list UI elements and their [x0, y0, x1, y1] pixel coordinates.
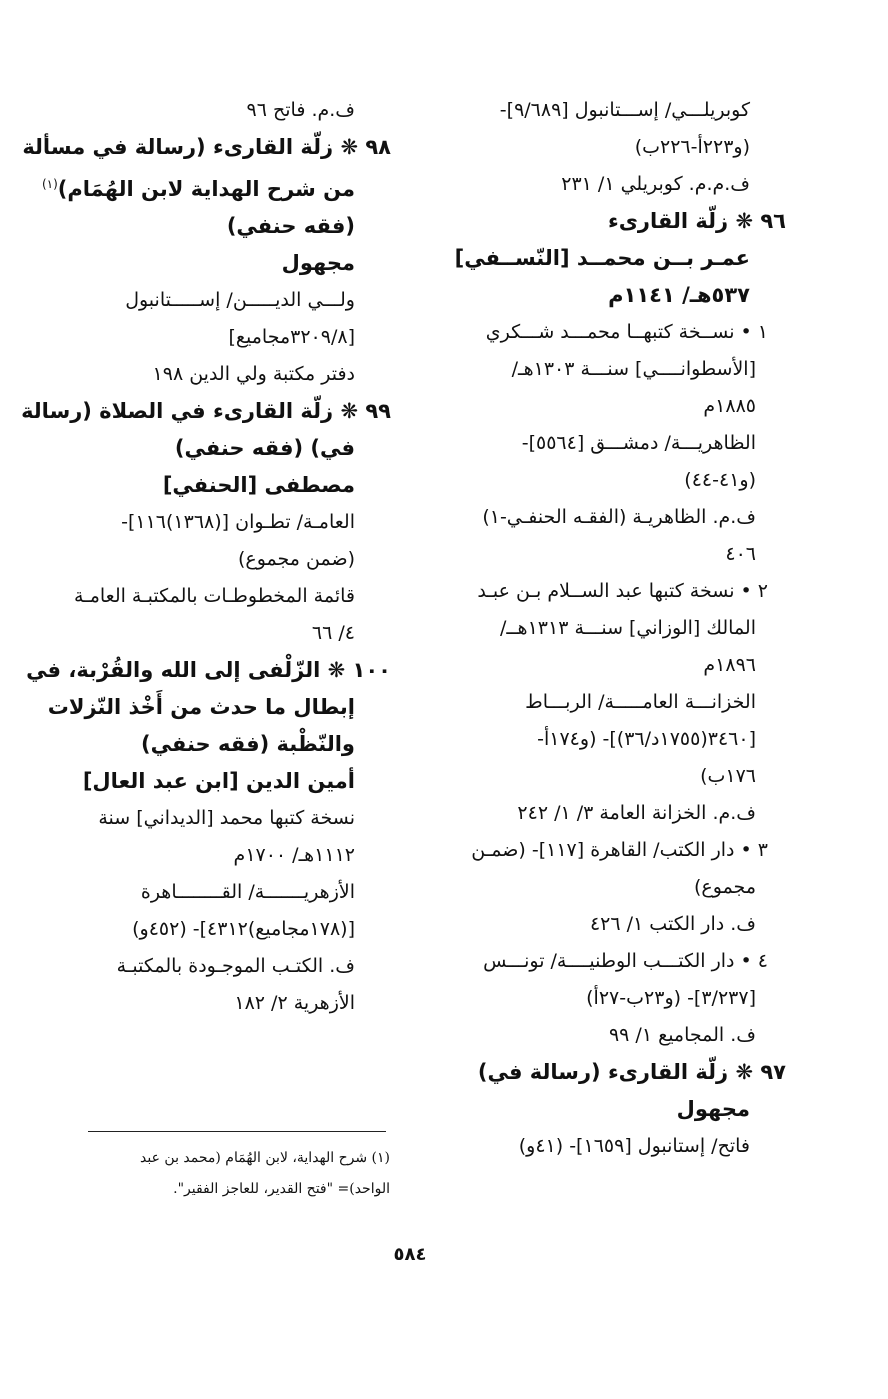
entry-98-title-cont [41, 166, 391, 208]
manuscript-line: العامـة/ تطـوان [(١٣٦٨)١١٦]- [121, 511, 355, 533]
entry-98-subject: (فقه حنفي) [226, 214, 355, 238]
entry-100-title-cont: والنّظْبة (فقه حنفي) [141, 732, 355, 756]
manuscript-line: ٣ • دار الكتب/ القاهرة [١١٧]- (ضمـن [471, 839, 768, 861]
text-line: (و٢٢٣أ-٢٢٦ب) [634, 136, 750, 158]
manuscript-line: المالك [الوزاني] سنـــة ١٣١٣هــ/ [500, 617, 756, 639]
entry-97-author: مجهول [676, 1097, 750, 1121]
manuscript-line: ١٨٩٦م [703, 654, 756, 676]
manuscript-line: مجموع) [694, 876, 756, 898]
entry-100-author: أمين الدين [ابن عبد العال] [82, 769, 355, 793]
entry-99-author: مصطفى [الحنفي] [162, 473, 355, 497]
footnote-line: (١) شرح الهداية، لابن الهُمَام (محمد بن عبد [140, 1150, 390, 1166]
manuscript-line: ١٨٨٥م [703, 395, 756, 417]
footnote-line: الواحد)= "فتح القدير، للعاجز الفقير". [173, 1181, 390, 1197]
text-line: ف.م.م. كوبريلي ١/ ٢٣١ [561, 173, 750, 195]
manuscript-line: ٤/ ٦٦ [311, 622, 355, 644]
entry-96-title: ٩٦ ❋ زلّة القارىء [607, 209, 786, 233]
manuscript-line: ف. دار الكتب ١/ ٤٢٦ [589, 913, 756, 935]
manuscript-line: ١٧٦ب) [700, 765, 756, 787]
manuscript-line: ٢ • نسخة كتبها عبد الســلام بـن عبـد [477, 580, 768, 602]
entry-100-title: ١٠٠ ❋ الزّلْفى إلى الله والقُرْبة، في [26, 658, 391, 682]
entry-99-title: ٩٩ ❋ زلّة القارىء في الصلاة (رسالة [21, 399, 391, 423]
manuscript-line: ولـــي الديـــــن/ إســـــتانبول [125, 289, 355, 311]
manuscript-line: الأزهرية ٢/ ١٨٢ [234, 992, 355, 1014]
manuscript-line: (و٤١-٤٤) [684, 469, 756, 491]
manuscript-line: نسخة كتبها محمد [الديداني] سنة [98, 807, 355, 829]
manuscript-line: [٣/٢٣٧]- (و٢٣ب-٢٧أ) [586, 987, 756, 1009]
manuscript-line: [(١٧٨مجاميع)٤٣١٢]- (٤٥٢و) [132, 918, 355, 940]
manuscript-line: [٣٤٦٠(١٧٥٥د/٣٦)]- (و١٧٤أ- [537, 728, 756, 750]
right-column [436, 92, 786, 1165]
manuscript-line: ف. المجاميع ١/ ٩٩ [608, 1024, 756, 1046]
manuscript-line: الظاهريـــة/ دمشـــق [٥٥٦٤]- [521, 432, 756, 454]
entry-96-author-date: ٥٣٧هـ/ ١١٤١م [608, 283, 750, 307]
manuscript-line: ١١١٢هـ/ ١٧٠٠م [233, 844, 355, 866]
manuscript-line: الخزانـــة العامـــــة/ الربـــاط [525, 691, 756, 713]
footnote [40, 1143, 390, 1205]
entry-97-title: ٩٧ ❋ زلّة القارىء (رسالة في) [477, 1060, 786, 1084]
entry-98-title: ٩٨ ❋ زلّة القارىء (رسالة في مسألة [22, 135, 391, 159]
manuscript-line: فاتح/ إستانبول [١٦٥٩]- (٤١و) [518, 1135, 750, 1157]
manuscript-line: ٤٠٦ [725, 543, 756, 565]
entry-98-title-text: من شرح الهداية لابن الهُمَام) [57, 177, 355, 201]
text-line: كوبريلـــي/ إســـتانبول [٩/٦٨٩]- [499, 99, 750, 121]
manuscript-line: ٤ • دار الكتـــب الوطنيــــة/ تونـــس [483, 950, 768, 972]
manuscript-line: ١ • نســخة كتبهــا محمـــد شـــكري [485, 321, 768, 343]
manuscript-line: دفتر مكتبة ولي الدين ١٩٨ [152, 363, 355, 385]
footnote-marker: (١) [41, 177, 58, 191]
entry-99-title-cont: في) (فقه حنفي) [174, 436, 355, 460]
left-column [21, 92, 391, 1022]
manuscript-line: [الأسطوانــــي] سنـــة ١٣٠٣هـ/ [511, 358, 756, 380]
manuscript-line: ف.م. الخزانة العامة ٣/ ١/ ٢٤٢ [517, 802, 756, 824]
manuscript-line: الأزهريـــــــة/ القــــــــاهرة [140, 881, 355, 903]
text-line: ف.م. فاتح ٩٦ [246, 99, 355, 121]
manuscript-line: قائمة المخطوطـات بالمكتبـة العامـة [73, 585, 355, 607]
manuscript-line: [٣٢٠٩/٨مجاميع] [228, 326, 355, 348]
manuscript-line: ف. الكتـب الموجـودة بالمكتبـة [116, 955, 355, 977]
manuscript-line: (ضمن مجموع) [237, 548, 355, 570]
page-number: ٥٨٤ [393, 1244, 427, 1265]
manuscript-line: ف.م. الظاهريـة (الفقـه الحنفـي-١) [482, 506, 756, 528]
footnote-divider [88, 1131, 386, 1132]
entry-96-author: عمـر بــن محمــد [النّســفي] [454, 246, 750, 270]
entry-98-author: مجهول [281, 251, 355, 275]
entry-100-title-cont: إبطال ما حدث من أَخْذ النّزلات [47, 695, 355, 719]
